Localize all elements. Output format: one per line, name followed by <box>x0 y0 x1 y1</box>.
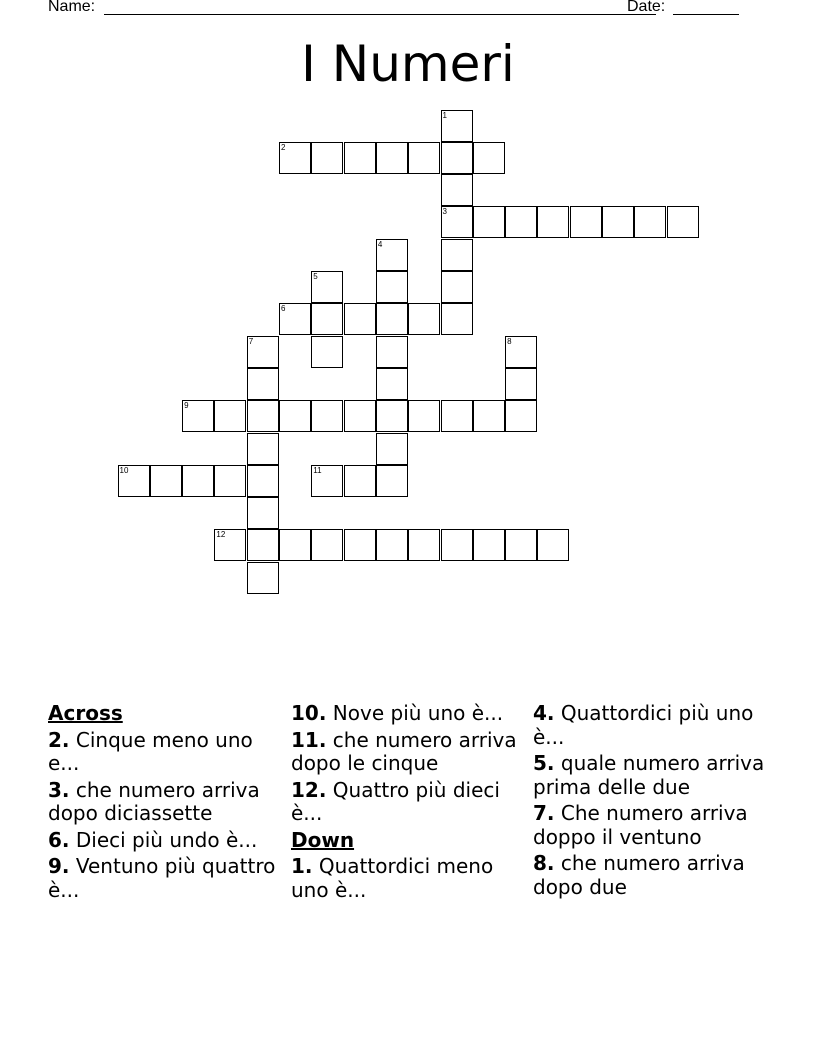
clue-text: Quattordici più uno è... <box>533 701 754 749</box>
clues-column-3 <box>533 702 765 902</box>
grid-cell[interactable] <box>602 206 634 238</box>
clue-number: 1. <box>291 854 313 878</box>
clues-column-2 <box>291 702 523 905</box>
grid-cell[interactable] <box>667 206 699 238</box>
clue-across-2 <box>48 729 280 776</box>
clue-down-7 <box>533 802 765 849</box>
grid-cell[interactable] <box>344 529 376 561</box>
grid-cell[interactable] <box>376 433 408 465</box>
grid-cell[interactable] <box>247 336 279 368</box>
grid-cell[interactable] <box>214 400 246 432</box>
grid-cell[interactable] <box>182 400 214 432</box>
grid-cell[interactable] <box>408 400 440 432</box>
clues-section <box>0 702 816 1032</box>
clue-number: 6. <box>48 827 70 852</box>
clue-number: 3. <box>48 777 70 802</box>
grid-cell[interactable] <box>570 206 602 238</box>
grid-cell[interactable] <box>376 303 408 335</box>
grid-cell[interactable] <box>344 400 376 432</box>
grid-cell[interactable] <box>247 562 279 594</box>
grid-cell[interactable] <box>376 336 408 368</box>
cell-number: 11 <box>313 465 322 475</box>
page-title: I Numeri <box>301 35 515 93</box>
down-heading: Down <box>291 827 355 852</box>
cell-number: 4 <box>377 239 383 249</box>
grid-cell[interactable] <box>408 529 440 561</box>
cell-number: 9 <box>184 401 189 411</box>
clue-across-6 <box>48 829 280 853</box>
clue-text: Quattro più dieci è... <box>291 777 500 825</box>
grid-cell[interactable] <box>408 303 440 335</box>
grid-cell[interactable] <box>408 142 440 174</box>
grid-cell[interactable] <box>247 400 279 432</box>
grid-cell[interactable] <box>150 465 182 497</box>
clue-text: che numero arriva dopo le cinque <box>291 727 517 775</box>
grid-cell[interactable] <box>537 529 569 561</box>
grid-cell[interactable] <box>311 271 343 303</box>
grid-cell[interactable] <box>344 303 376 335</box>
grid-cell[interactable] <box>505 529 537 561</box>
grid-cell[interactable] <box>214 465 246 497</box>
clue-number: 7. <box>533 801 555 825</box>
clue-text: Ventuno più quattro è... <box>48 854 276 902</box>
clue-across-3 <box>48 779 280 826</box>
grid-cell[interactable] <box>344 142 376 174</box>
name-label: Name: <box>48 0 96 15</box>
cell-number: 3 <box>442 207 447 217</box>
clue-number: 8. <box>533 851 555 875</box>
clue-across-10 <box>291 702 523 726</box>
grid-cell[interactable] <box>376 142 408 174</box>
clue-text: Nove più uno è... <box>332 701 504 725</box>
grid-cell[interactable] <box>473 529 505 561</box>
grid-cell[interactable] <box>311 529 343 561</box>
grid-cell[interactable] <box>441 206 473 238</box>
clue-number: 4. <box>533 701 555 725</box>
grid-cell[interactable] <box>118 465 150 497</box>
grid-cell[interactable] <box>247 368 279 400</box>
cell-number: 5 <box>313 272 318 281</box>
grid-cell[interactable] <box>376 465 408 497</box>
clue-down-5 <box>533 752 765 799</box>
clue-number: 12. <box>291 777 327 802</box>
grid-cell[interactable] <box>376 529 408 561</box>
clue-text: Dieci più undo è... <box>75 827 258 852</box>
cell-number: 12 <box>216 530 226 540</box>
clue-down-8 <box>533 852 765 899</box>
clue-text: che numero arriva dopo diciassette <box>48 777 260 825</box>
clue-text: che numero arriva dopo due <box>533 851 745 899</box>
clue-number: 11. <box>291 727 327 752</box>
grid-cell[interactable] <box>311 142 343 174</box>
clue-number: 9. <box>48 854 70 878</box>
grid-cell[interactable] <box>279 303 311 335</box>
across-heading: Across <box>48 701 123 725</box>
grid-cell[interactable] <box>537 206 569 238</box>
cell-number: 1 <box>442 110 447 120</box>
clue-number: 2. <box>48 727 70 752</box>
clue-text: Quattordici meno uno è... <box>291 854 494 902</box>
grid-cell[interactable] <box>441 303 473 335</box>
grid-cell[interactable] <box>376 239 408 271</box>
grid-cell[interactable] <box>376 400 408 432</box>
clue-across-12 <box>291 779 523 826</box>
grid-cell[interactable] <box>505 368 537 400</box>
grid-cell[interactable] <box>247 529 279 561</box>
grid-cell[interactable] <box>634 206 666 238</box>
grid-cell[interactable] <box>441 110 473 142</box>
cell-number: 8 <box>507 336 512 346</box>
grid-cell[interactable] <box>376 368 408 400</box>
clue-across-9 <box>48 855 280 902</box>
grid-cell[interactable] <box>473 400 505 432</box>
grid-cell[interactable] <box>441 400 473 432</box>
grid-cell[interactable] <box>247 497 279 529</box>
grid-cell[interactable] <box>311 465 343 497</box>
grid-cell[interactable] <box>473 142 505 174</box>
grid-cell[interactable] <box>505 400 537 432</box>
clue-number: 5. <box>533 751 555 775</box>
clue-down-4 <box>533 702 765 749</box>
clue-across-11 <box>291 729 523 776</box>
grid-cell[interactable] <box>441 239 473 271</box>
grid-cell[interactable] <box>473 206 505 238</box>
cell-number: 6 <box>281 304 286 314</box>
grid-cell[interactable] <box>311 336 343 368</box>
grid-cell[interactable] <box>441 142 473 174</box>
grid-cell[interactable] <box>505 206 537 238</box>
grid-cell[interactable] <box>311 400 343 432</box>
grid-cell[interactable] <box>344 465 376 497</box>
grid-cell[interactable] <box>247 465 279 497</box>
grid-cell[interactable] <box>279 529 311 561</box>
grid-cell[interactable] <box>441 174 473 206</box>
clue-number: 10. <box>291 701 327 725</box>
clue-text: Cinque meno uno e... <box>48 727 253 775</box>
grid-cell[interactable] <box>505 336 537 368</box>
cell-number: 7 <box>248 336 254 346</box>
grid-cell[interactable] <box>279 400 311 432</box>
grid-cell[interactable] <box>247 433 279 465</box>
grid-cell[interactable] <box>441 529 473 561</box>
grid-cell[interactable] <box>279 142 311 174</box>
grid-cell[interactable] <box>311 303 343 335</box>
clue-text: Che numero arriva doppo il ventuno <box>533 801 748 849</box>
grid-cell[interactable] <box>441 271 473 303</box>
grid-cell[interactable] <box>376 271 408 303</box>
grid-cell[interactable] <box>182 465 214 497</box>
clue-text: quale numero arriva prima delle due <box>533 751 765 799</box>
grid-cell[interactable] <box>214 529 246 561</box>
date-label: Date: <box>627 0 666 15</box>
cell-number: 2 <box>281 142 286 152</box>
clue-down-1 <box>291 855 523 902</box>
clues-column-1 <box>48 702 280 905</box>
cell-number: 10 <box>119 465 129 475</box>
